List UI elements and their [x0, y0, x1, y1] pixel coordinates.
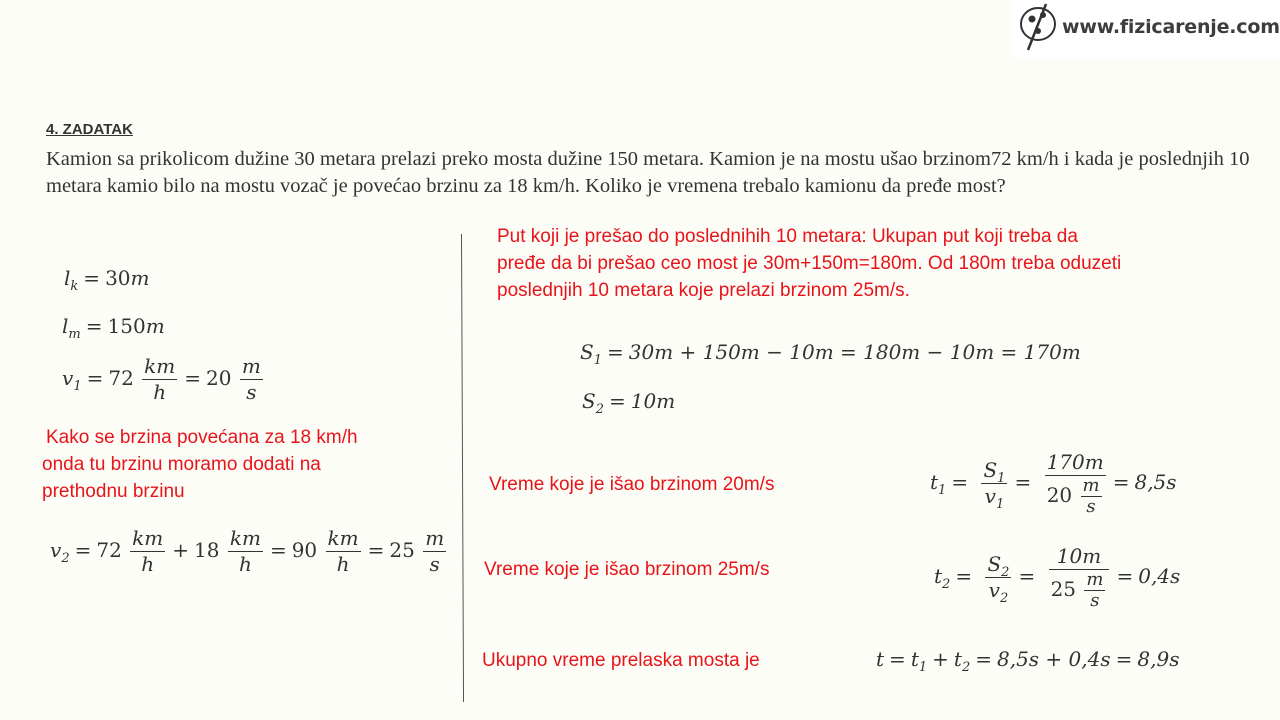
atom-logo-icon [1014, 2, 1064, 54]
task-text: Kamion sa prikolicom dužine 30 metara prelazi preko mosta dužine 150 metara. Kamion je na mostu ušao brzinom72 km/h i kada je poslednjih 10 metara kamio bilo na mostu vozač je povećao brzinu za 18 km/h. Koliko je vremena trebalo kamionu da pređe most? [46, 148, 1250, 197]
given-lm: $l_m = 150m$ [62, 314, 165, 342]
given-v1: $v_1 = 72$ $\frac{km}{h}$ = 20 $\frac{m}{s}$ [62, 354, 261, 404]
site-url: www.fizicarenje.com [1062, 16, 1280, 38]
task-heading: 4. ZADATAK [46, 121, 133, 138]
note-path: Put koji je prešao do poslednihih 10 metara: Ukupan put koji treba da pređe da bi prešao ceo most je 30m+150m=180m. Od 180m treba oduzeti poslednjih 10 metara koje prelazi brzinom 25m/s. [497, 226, 1122, 301]
note-speed-increase: Kako se brzina povećana za 18 km/h onda tu brzinu moramo dodati na prethodnu brzinu [42, 427, 358, 502]
formula-v2: $v_2 = 72$ $\frac{km}{h}$ + 18 $\frac{km}{h}$ = 90 $\frac{km}{h}$ = 25 $\frac{m}{s}$ [50, 526, 445, 576]
note-time1: Vreme koje je išao brzinom 20m/s [489, 474, 775, 495]
formula-t2: $t_2$ = $\frac{S_2}{v_2}$ = 10m 25 $\frac{m}{s}$ = 0,4s [934, 544, 1181, 611]
formula-s2: $S_2 = 10m$ [582, 389, 676, 417]
column-divider [461, 234, 464, 702]
note-total: Ukupno vreme prelaska mosta je [482, 650, 760, 671]
site-logo [1012, 0, 1280, 58]
given-lk: $l_k = 30m$ [64, 266, 150, 294]
note-time2: Vreme koje je išao brzinom 25m/s [484, 559, 770, 580]
formula-t1: $t_1$ = $\frac{S_1}{v_1}$ = 170m 20 $\frac{m}{s}$ = 8,5s [930, 450, 1177, 517]
formula-s1: $S_1 = 30m + 150m - 10m = 180m - 10m = 170m$ [580, 340, 1081, 368]
formula-total: $t = t_1 + t_2 = 8,5s + 0,4s = 8,9s$ [876, 647, 1180, 675]
